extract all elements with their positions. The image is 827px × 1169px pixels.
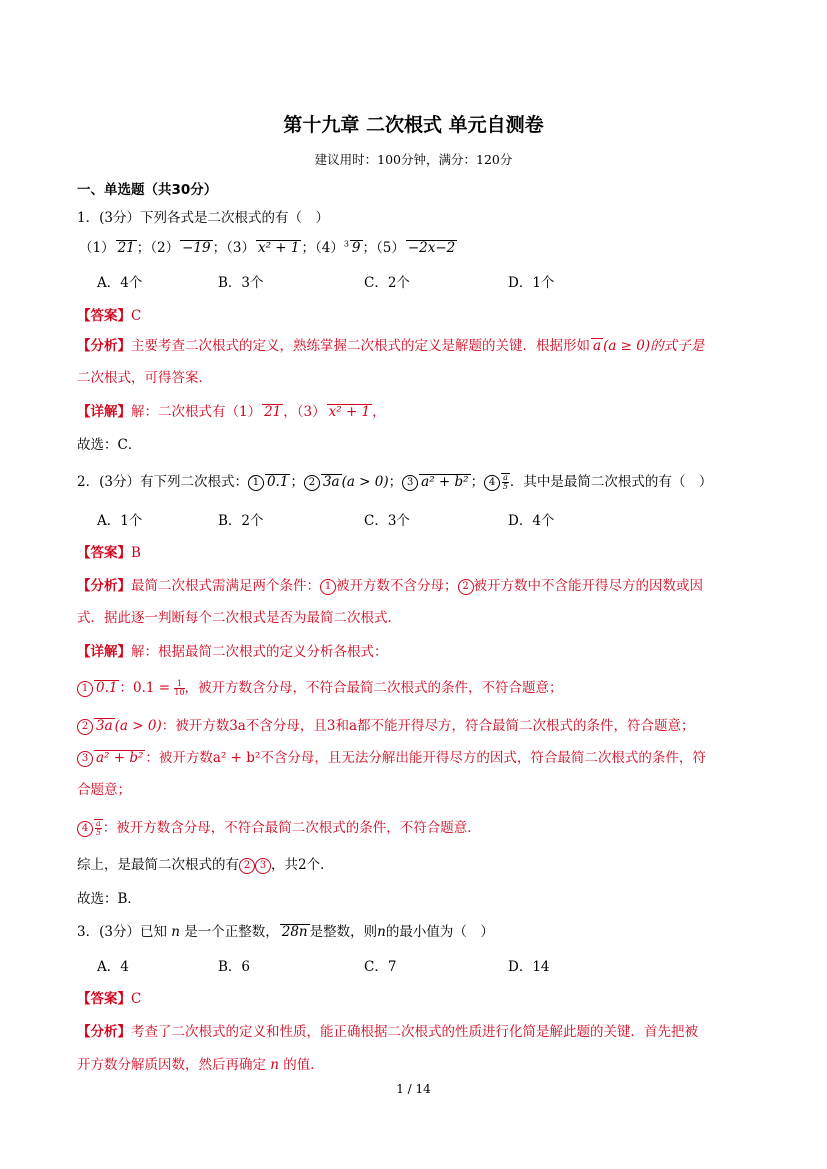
section-heading: 一、单选题（共30分）	[77, 182, 218, 198]
q2-detail-3: 3 a² + b² ：被开方数a² + b²不含分母，且无法分解出能开得尽方的因式，符合最简二次根式的条件，符	[77, 746, 706, 767]
q2-summary: 综上，是最简二次根式的有 2 3 ，共2个．	[77, 857, 334, 873]
q1-analysis: 【分析】主要考查二次根式的定义，熟练掌握二次根式的定义是解题的关键．根据形如 a (a ≥ 0)的式子是	[77, 338, 705, 354]
q2-stem: 2．(3分）有下列二次根式： 1 0.1 ； 2 3a (a > 0)； 3 a² + b² ； 4 $\frac{a}{5}$ ．其中是最简二次根式的有（ ）	[77, 473, 713, 491]
q1-option-d: D．1个	[508, 275, 555, 291]
sqrt-21: 21	[117, 240, 135, 256]
q2-option-b: B．2个	[218, 513, 264, 529]
document-subtitle: 建议用时：100分钟，满分：120分	[314, 152, 513, 167]
sqrt-neg2x-2: −2x−2	[407, 240, 456, 256]
q3-option-d: D．14	[508, 959, 550, 975]
q2-detail-2: 2 3a (a > 0)：被开方数3a不含分母，且3和a都不能开得尽方，符合最简二次根式的条件，符合题意；	[77, 714, 695, 735]
q2-detail-3-cont: 合题意；	[77, 782, 131, 798]
q2-analysis: 【分析】最简二次根式需满足两个条件： 1 被开方数不含分母； 2 被开方数中不含能开得尽方的因数或因	[77, 578, 703, 594]
cbrt-9: 9	[351, 240, 361, 256]
q1-option-b: B．3个	[218, 275, 264, 291]
q3-option-b: B．6	[218, 959, 251, 975]
q3-answer: 【答案】C	[77, 991, 142, 1007]
q3-option-c: C．7	[364, 959, 397, 975]
q2-answer: 【答案】B	[77, 545, 141, 561]
q1-analysis-cont: 二次根式，可得答案．	[77, 370, 212, 386]
q2-detail-1: 1 0.1 ：0.1 = $\frac{1}{10}$ ，被开方数含分母，不符合最简二次根式的条件，不符合题意；	[77, 676, 563, 697]
q2-option-c: C．3个	[364, 513, 410, 529]
q2-detail-4: 4 $\frac{a}{5}$ ：被开方数含分母，不符合最简二次根式的条件，不符合题意．	[77, 816, 481, 837]
q1-items: （1） 21 ；（2） −19 ；（3） x² + 1 ；$(4)^3$ 9 ；（5） −2x−2	[79, 239, 456, 256]
sqrt-neg19: −19	[182, 240, 211, 256]
q1-answer: 【答案】C	[77, 308, 142, 324]
q1-option-a: A．4个	[97, 275, 143, 291]
q2-choose: 故选：B．	[77, 891, 141, 907]
page-number: 1 / 14	[396, 1082, 431, 1096]
q2-detail: 【详解】解：根据最简二次根式的定义分析各根式：	[77, 644, 388, 660]
q3-stem: 3．(3分）已知 n 是一个正整数， 28n 是整数，则n的最小值为（ ）	[77, 924, 494, 940]
q2-analysis-cont: 式．据此逐一判断每个二次根式是否为最简二次根式．	[77, 610, 401, 626]
sqrt-x2plus1: x² + 1	[257, 240, 300, 256]
q2-option-d: D．4个	[508, 513, 555, 529]
q1-choose: 故选：C．	[77, 437, 142, 453]
q3-analysis: 【分析】考查了二次根式的定义和性质，能正确根据二次根式的性质进行化简是解此题的关键．首先把被	[77, 1024, 698, 1040]
q2-option-a: A．1个	[97, 513, 143, 529]
q1-stem: 1．(3分）下列各式是二次根式的有（ ）	[77, 210, 329, 226]
q1-detail: 【详解】解：二次根式有（1） 21 ，（3） x² + 1 ，	[77, 404, 386, 420]
q3-analysis-cont: 开方数分解质因数，然后再确定 n 的值．	[77, 1057, 324, 1073]
q1-option-c: C．2个	[364, 275, 410, 291]
document-title: 第十九章 二次根式 单元自测卷	[283, 114, 544, 136]
q3-option-a: A．4	[97, 959, 129, 975]
